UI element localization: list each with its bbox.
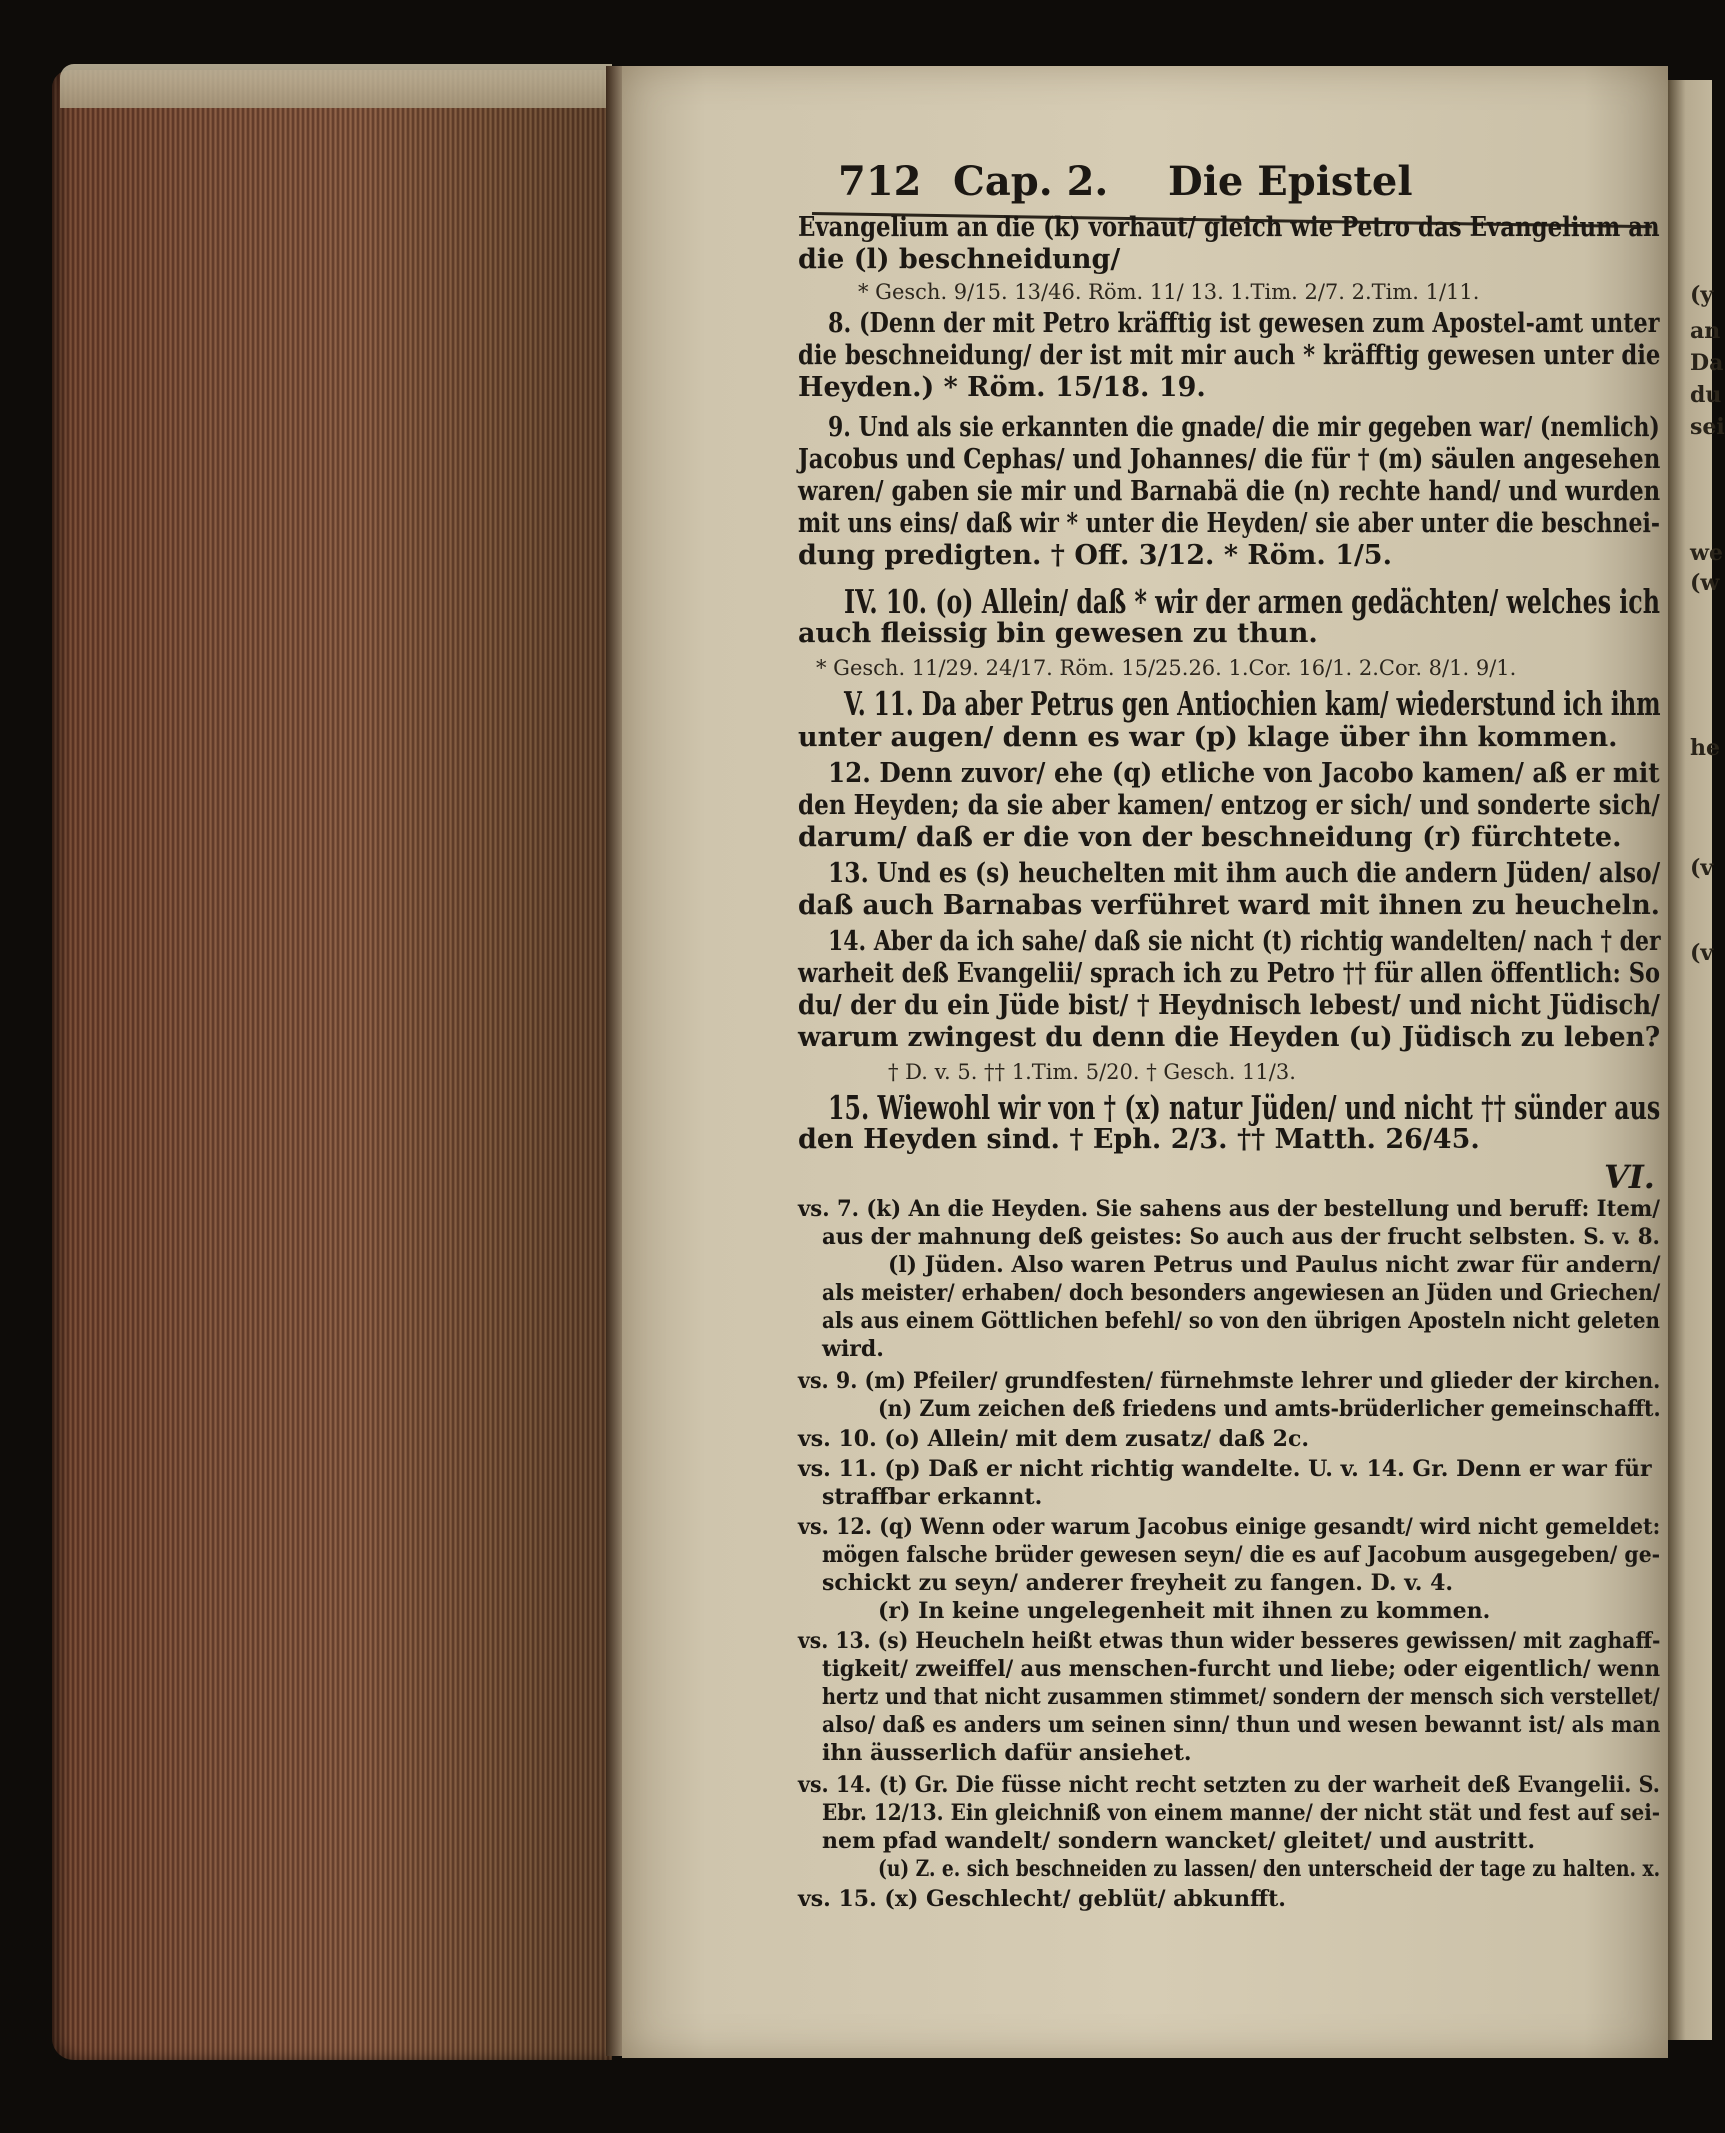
fragment: (v [1690,855,1714,881]
note-line: hertz und that nicht zusammen stimmet/ sondern der mensch sich verstellet/ [822,1684,1660,1710]
text-line: du/ der du ein Jüde bist/ † Heydnisch lebest/ und nicht Jüdisch/ [798,990,1660,1021]
fragment: Da [1690,350,1724,376]
text-line: den Heyden; da sie aber kamen/ entzog er sich/ und sonderte sich/ [798,790,1660,821]
reference-line: † D. v. 5. †† 1.Tim. 5/20. † Gesch. 11/3. [888,1060,1296,1084]
fragment: he [1690,735,1720,761]
note-line: ihn äusserlich dafür ansiehet. [822,1740,1192,1766]
note-line: schickt zu seyn/ anderer freyheit zu fangen. D. v. 4. [822,1570,1454,1596]
text-line: warum zwingest du denn die Heyden (u) Jüdisch zu leben? [798,1022,1661,1053]
note-line: (l) Jüden. Also waren Petrus und Paulus nicht zwar für andern/ [888,1252,1661,1278]
text-line: daß auch Barnabas verführet ward mit ihnen zu heucheln. [798,890,1660,921]
chapter-label: Cap. 2. [953,158,1109,205]
text-line: warheit deß Evangelii/ sprach ich zu Petro †† für allen öffentlich: So [798,958,1661,989]
note-line: straffbar erkannt. [822,1484,1043,1510]
text-line: dung predigten. † Off. 3/12. * Röm. 1/5. [798,540,1392,571]
text-line: den Heyden sind. † Eph. 2/3. †† Matth. 26/45. [798,1124,1480,1155]
text-line: 8. (Denn der mit Petro kräfftig ist gewesen zum Apostel-amt unter [828,308,1660,339]
book-top-edge [60,64,612,108]
text-line: die beschneidung/ der ist mit mir auch * kräfftig gewesen unter die [798,340,1661,371]
text-line: 9. Und als sie erkannten die gnade/ die mir gegeben war/ (nemlich) [828,412,1660,443]
note-line: (r) In keine ungelegenheit mit ihnen zu kommen. [878,1598,1491,1624]
text-line: 12. Denn zuvor/ ehe (q) etliche von Jacobo kamen/ aß er mit [828,758,1660,789]
text-line: Jacobus und Cephas/ und Johannes/ die für † (m) säulen angesehen [798,444,1661,475]
text-line: waren/ gaben sie mir und Barnabä die (n) rechte hand/ und wurden [798,476,1661,507]
note-line: vs. 11. (p) Daß er nicht richtig wandelte. U. v. 14. Gr. Denn er war für [798,1456,1652,1482]
text-line: Evangelium an die (k) vorhaut/ gleich wie Petro das Evangelium an [798,212,1660,243]
fragment: (w [1690,570,1720,596]
text-line: darum/ daß er die von der beschneidung (r) fürchtete. [798,822,1622,853]
page-header [808,158,1413,214]
book-fore-edge [52,70,612,2060]
section-line: IV. 10. (o) Allein/ daß * wir der armen gedächten/ welches ich [844,582,1660,621]
book-title: Die Epistel [1168,158,1413,205]
text-line: 15. Wiewohl wir von † (x) natur Jüden/ und nicht †† sünder aus [828,1088,1661,1127]
note-line: mögen falsche brüder gewesen seyn/ die es auf Jacobum ausgegeben/ ge- [822,1542,1661,1568]
text-line: die (l) beschneidung/ [798,244,1121,275]
reference-line: * Gesch. 11/29. 24/17. Röm. 15/25.26. 1.Cor. 16/1. 2.Cor. 8/1. 9/1. [816,656,1517,680]
fragment: du [1690,382,1722,408]
note-line: wird. [822,1336,884,1362]
note-line: vs. 9. (m) Pfeiler/ grundfesten/ fürnehmste lehrer und glieder der kirchen. [798,1368,1661,1394]
fragment: we [1690,540,1723,566]
fragment: an [1690,318,1721,344]
fragment: (v [1690,940,1714,966]
note-line: vs. 13. (s) Heucheln heißt etwas thun wider besseres gewissen/ mit zaghaff- [798,1628,1661,1654]
note-line: vs. 12. (q) Wenn oder warum Jacobus einige gesandt/ wird nicht gemeldet: [798,1514,1661,1540]
section-line: V. 11. Da aber Petrus gen Antiochien kam/ wiederstund ich ihm [844,684,1661,723]
page-number: 712 [838,158,922,205]
note-line: tigkeit/ zweiffel/ aus menschen-furcht und liebe; oder eigentlich/ wenn [822,1656,1661,1682]
note-line: (u) Z. e. sich beschneiden zu lassen/ den unterscheid der tage zu halten. x. [878,1856,1661,1882]
reference-line: * Gesch. 9/15. 13/46. Röm. 11/ 13. 1.Tim. 2/7. 2.Tim. 1/11. [858,280,1480,304]
section-marker: VI. [1604,1158,1655,1196]
text-line: Heyden.) * Röm. 15/18. 19. [798,372,1206,403]
text-line: auch fleissig bin gewesen zu thun. [798,618,1318,649]
note-line: vs. 10. (o) Allein/ mit dem zusatz/ daß 2c. [798,1426,1310,1452]
note-line: als aus einem Göttlichen befehl/ so von den übrigen Aposteln nicht geleten [822,1308,1660,1334]
note-line: vs. 14. (t) Gr. Die füsse nicht recht setzten zu der warheit deß Evangelii. S. [798,1772,1660,1798]
text-line: 14. Aber da ich sahe/ daß sie nicht (t) richtig wandelten/ nach † der [828,926,1661,957]
fragment: (y [1690,282,1714,308]
text-line: unter augen/ denn es war (p) klage über ihn kommen. [798,722,1618,753]
fragment: sei [1690,414,1725,440]
note-line: (n) Zum zeichen deß friedens und amts-brüderlicher gemeinschafft. [878,1396,1661,1422]
note-line: vs. 7. (k) An die Heyden. Sie sahens aus der bestellung und beruff: Item/ [798,1196,1660,1222]
note-line: vs. 15. (x) Geschlecht/ geblüt/ abkunfft. [798,1886,1286,1912]
note-line: also/ daß es anders um seinen sinn/ thun und wesen bewannt ist/ als man [822,1712,1661,1738]
note-line: Ebr. 12/13. Ein gleichniß von einem manne/ der nicht stät und fest auf sei- [822,1800,1661,1826]
note-line: nem pfad wandelt/ sondern wancket/ gleitet/ und austritt. [822,1828,1536,1854]
text-line: mit uns eins/ daß wir * unter die Heyden/ sie aber unter die beschnei- [798,508,1660,539]
note-line: als meister/ erhaben/ doch besonders angewiesen an Jüden und Griechen/ [822,1280,1661,1306]
text-line: 13. Und es (s) heuchelten mit ihm auch die andern Jüden/ also/ [828,858,1661,889]
note-line: aus der mahnung deß geistes: So auch aus der frucht selbsten. S. v. 8. [822,1224,1660,1250]
